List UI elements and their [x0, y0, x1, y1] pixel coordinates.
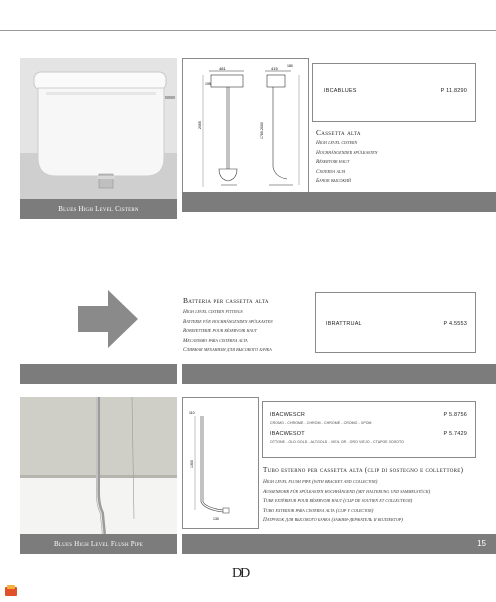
description-ru: Бачок высокий [316, 178, 351, 184]
product-code-chrome: IBACWESCR [270, 412, 306, 418]
product-price: P 4.5553 [443, 321, 467, 327]
cistern-technical-drawing [182, 58, 309, 194]
flush-pipe-descriptions [263, 478, 430, 526]
dim-range-label: 1780-2000 [260, 122, 264, 139]
product-price-chrome: P 5.8756 [443, 412, 467, 418]
page-number: 15 [477, 539, 486, 548]
product-code-old-gold: IBACWESOT [270, 431, 305, 437]
cistern-caption: Blues High Level Cistern [20, 199, 177, 219]
section2-bar [182, 364, 496, 384]
description-ru: Сливная механизм для высокого бачка [183, 347, 272, 353]
description-ru: Патрубок для высокого бачка (зажим-держатель и коллектор) [263, 517, 403, 523]
dim-width-label: 481 [219, 66, 226, 71]
dim-top-label: 110 [189, 411, 195, 415]
product-code: IBRATTRUAL [326, 321, 362, 327]
brand-logo: DD [232, 566, 249, 581]
cistern-code-box [312, 63, 476, 122]
dim-height-label: 195 [205, 82, 211, 86]
flush-pipe-code-box [262, 401, 476, 458]
arrow-graphic [20, 274, 177, 364]
description-en: High level cistern fittings [183, 309, 243, 315]
product-price: P 11.8290 [440, 88, 467, 94]
description-en: High level cistern [316, 140, 358, 146]
description-de: Hochhängender spülkasten [316, 149, 378, 156]
dim-offset-label: 130 [213, 517, 219, 521]
description-fr: Réservoir haut [316, 159, 350, 165]
dim-side-label: 180 [287, 64, 293, 68]
dim-length-label: 1300 [190, 460, 194, 468]
product-price-old-gold: P 5.7429 [443, 431, 467, 437]
description-es: Mecanismo para cisterna alta [183, 337, 248, 344]
description-fr: Tube extérieur pour réservoir haut (clip de soutien et collecteur) [263, 498, 413, 504]
section1-bar [182, 192, 496, 212]
description-de: Außenrohr für spülkasten hochhängend (mit halterung und sammelstück) [263, 488, 431, 495]
cistern-descriptions [316, 139, 377, 187]
flush-pipe-caption: Blues High Level Flush Pipe [20, 534, 177, 554]
fittings-descriptions [183, 308, 273, 356]
finish-variants-chrome: CROMO - CHROME - CHROM - CHROMÉ - CROMO - ХРОМ [270, 421, 372, 425]
description-es: Cisterna alta [316, 168, 346, 175]
flush-pipe-title: Tubo esterno per cassetta alta (clip di sostegno e collettore) [263, 466, 464, 474]
fittings-caption-bar [20, 364, 177, 384]
section3-bar [182, 534, 496, 554]
dim-total-label: 2065 [198, 121, 202, 129]
dim-depth-label: 415 [271, 66, 278, 71]
description-fr: Robinetterie pour réservoir haut [183, 328, 257, 334]
description-en: High level flush pipe (with bracket and collector) [263, 479, 378, 485]
product-code: IBCABLUES [324, 88, 357, 94]
fittings-code-box [315, 292, 476, 353]
fittings-title: Batteria per cassetta alta [183, 296, 269, 305]
finish-variants-old-gold: OTTONE - OLD GOLD - ALTGOLD - VIEIL OR - ORO VIEJO - СТАРОЕ ЗОЛОТО [270, 440, 404, 444]
flush-pipe-technical-drawing [182, 397, 259, 529]
description-de: Batterie für hochhängenden spülkasten [183, 318, 273, 325]
top-rule [0, 30, 496, 31]
cistern-title: Cassetta alta [316, 128, 361, 137]
document-icon [4, 584, 18, 602]
cistern-photo [20, 58, 177, 199]
flush-pipe-photo [20, 397, 177, 534]
description-es: Tubo exterior para cisterna alta (clip y colector) [263, 507, 374, 514]
